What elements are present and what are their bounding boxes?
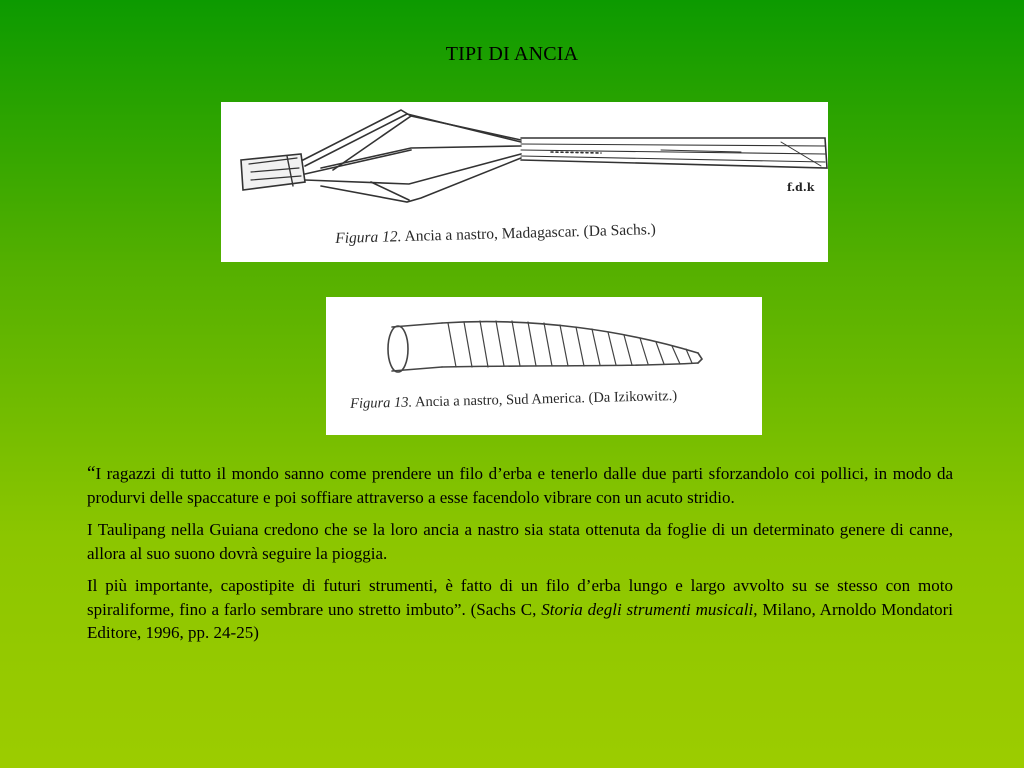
spiral-reed-drawing: [326, 297, 762, 435]
figure-number: Figura 12.: [335, 228, 402, 247]
figure-source: (Da Sachs.): [583, 221, 657, 241]
citation-details: , Milano, Arnoldo Mondatori Editore, 1996, pp. 24-25): [87, 599, 953, 642]
figure-madagascar-reed: [221, 102, 828, 262]
illustrator-signature: f.d.k: [787, 181, 815, 194]
figure-south-america-reed: [326, 297, 762, 435]
quotation-paragraph-3: [87, 574, 953, 645]
quotation-paragraph-1: [87, 462, 953, 509]
opening-quote-mark: “: [87, 463, 96, 484]
slide-title: TIPI DI ANCIA: [445, 43, 579, 65]
book-title: Storia degli strumenti musicali: [541, 599, 754, 619]
paragraph-1-text: I ragazzi di tutto il mondo sanno come prendere un filo d’erba e tenerlo dalle due parti sforzandolo coi pollici, in modo da produrvi delle spaccature e poi soffiare attraverso a esse facendolo vibrare con un acuto stridio.: [87, 464, 953, 507]
figure-source: (Da Izikowitz.): [588, 388, 678, 407]
quotation-block: [87, 462, 953, 654]
figure-number: Figura 13.: [350, 394, 413, 412]
paragraph-3-text: Il più importante, capostipite di futuri strumenti, è fatto di un filo d’erba lungo e largo avvolto su se stesso con moto spiraliforme, fino a farlo sembrare uno stretto imbuto”. (Sachs C,: [87, 576, 953, 619]
figure-caption-text: Ancia a nastro, Sud America.: [414, 390, 586, 411]
quotation-paragraph-2: I Taulipang nella Guiana credono che se la loro ancia a nastro sia stata ottenuta da foglie di un determinato genere di canne, allora al suo suono dovrà seguire la pioggia.: [87, 520, 953, 563]
figure-caption-text: Ancia a nastro, Madagascar.: [404, 223, 580, 246]
